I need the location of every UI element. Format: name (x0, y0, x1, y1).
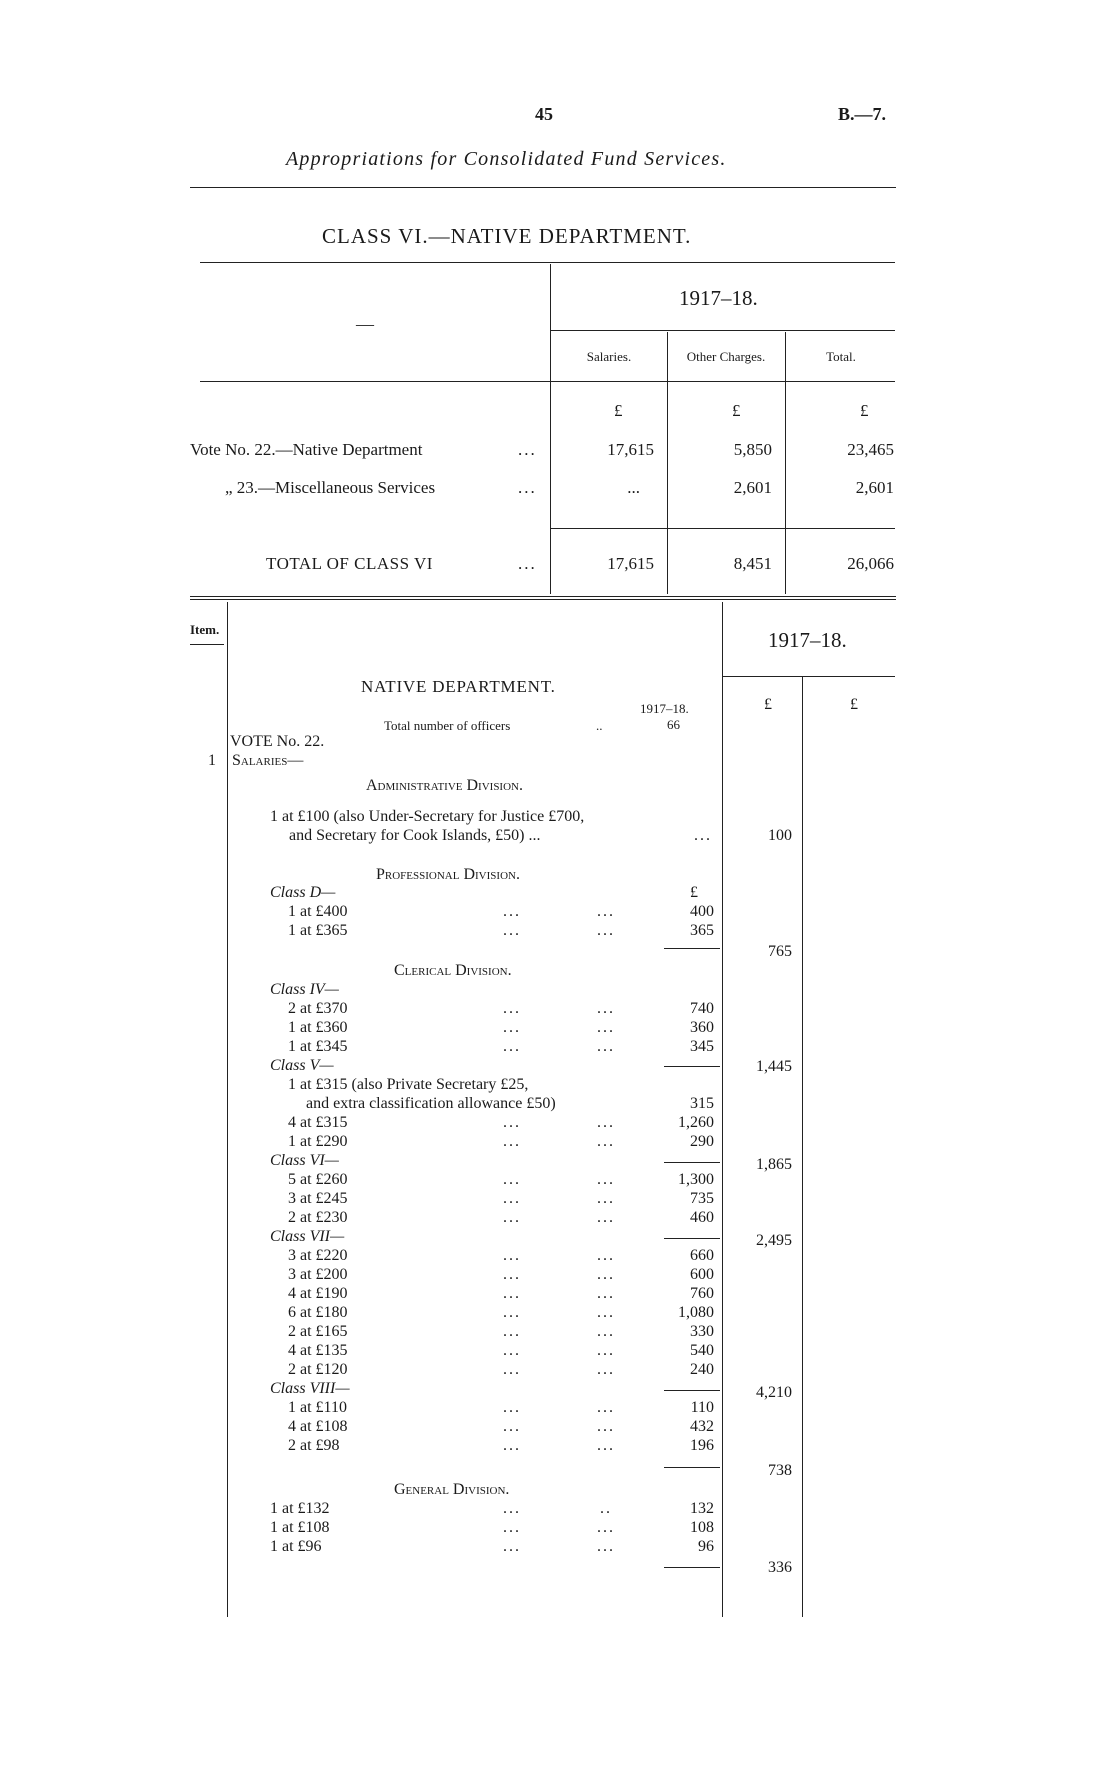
salary-row-label: 4 at £315 (288, 1114, 348, 1131)
class-v-special-line-1: 1 at £315 (also Private Secretary £25, (288, 1076, 529, 1093)
salary-row-amount: 400 (690, 903, 714, 920)
salary-row-label: 3 at £245 (288, 1190, 348, 1207)
detail-year-rule (723, 676, 895, 677)
salary-row-amount: 132 (690, 1500, 714, 1517)
salary-row-label: 3 at £220 (288, 1247, 348, 1264)
salary-row-dots: ... (503, 1500, 521, 1517)
admin-total: 100 (768, 827, 792, 844)
salary-row-dots: ... (597, 1538, 615, 1555)
summary-row-dots: ... (518, 440, 537, 459)
item-column-divider (227, 602, 228, 1617)
salary-row-dots: ... (597, 1247, 615, 1264)
item-header-rule (190, 644, 224, 645)
summary-year-rule (551, 330, 895, 331)
officers-year: 1917–18. (640, 701, 689, 716)
summary-year-heading: 1917–18. (679, 286, 758, 310)
salary-row-dots: ... (597, 903, 615, 920)
salary-row-dots: ... (597, 1171, 615, 1188)
salary-row-amount: 600 (690, 1266, 714, 1283)
salary-row-dots: ... (503, 1342, 521, 1359)
summary-stub-dash: — (356, 314, 374, 334)
salary-row-dots: ... (597, 1361, 615, 1378)
admin-line-2: and Secretary for Cook Islands, £50) ... (289, 827, 541, 844)
detail-pound-col2: £ (850, 696, 858, 713)
salary-row-dots: ... (503, 1437, 521, 1454)
salary-row-amount: 110 (690, 1399, 714, 1416)
summary-pound-other: £ (732, 401, 741, 420)
salary-row-amount: 345 (690, 1038, 714, 1055)
general-total: 336 (768, 1559, 792, 1576)
salary-row-dots: .. (600, 1500, 612, 1517)
salary-row-amount: 330 (690, 1323, 714, 1340)
salary-row-dots: ... (503, 1304, 521, 1321)
salary-row-dots: ... (503, 903, 521, 920)
professional-division-title: Professional Division. (376, 866, 520, 883)
summary-bottom-rule-2 (190, 599, 896, 600)
amount-column-divider (722, 602, 723, 1617)
summary-col-salaries: Salaries. (586, 349, 632, 364)
salary-row-amount: 1,300 (678, 1171, 714, 1188)
salary-row-dots: ... (597, 1266, 615, 1283)
summary-total-dots: ... (518, 554, 537, 573)
class-v-total: 1,865 (756, 1156, 792, 1173)
salary-row-amount: 460 (690, 1209, 714, 1226)
summary-total-label: TOTAL OF CLASS VI (266, 554, 433, 573)
detail-pound-col1: £ (764, 696, 772, 713)
salary-row-label: 4 at £135 (288, 1342, 348, 1359)
clerical-division-title: Clerical Division. (394, 962, 512, 979)
salary-row-amount: 432 (690, 1418, 714, 1435)
salary-row-amount: 740 (690, 1000, 714, 1017)
salary-row-dots: ... (597, 1019, 615, 1036)
salary-row-label: 1 at £400 (288, 903, 348, 920)
general-division-title: General Division. (394, 1481, 510, 1498)
salary-row-label: 1 at £108 (270, 1519, 330, 1536)
salary-row-label: 1 at £96 (270, 1538, 322, 1555)
salary-row-amount: 540 (690, 1342, 714, 1359)
admin-line-1: 1 at £100 (also Under-Secretary for Justice £700, (270, 808, 585, 825)
salary-row-dots: ... (597, 1437, 615, 1454)
salary-row-dots: ... (503, 1019, 521, 1036)
summary-stub-divider (550, 264, 551, 594)
summary-bottom-rule (190, 596, 896, 597)
salary-row-amount: 365 (690, 922, 714, 939)
class-vi-heading: Class VI— (270, 1152, 339, 1169)
summary-row-dots: ... (518, 478, 537, 497)
salary-row-label: 1 at £290 (288, 1133, 348, 1150)
salary-row-amount: 196 (690, 1437, 714, 1454)
salary-row-dots: ... (597, 1519, 615, 1536)
salary-row-amount: 290 (690, 1133, 714, 1150)
salary-row-amount: 660 (690, 1247, 714, 1264)
salary-row-dots: ... (597, 1038, 615, 1055)
salary-row-label: 1 at £345 (288, 1038, 348, 1055)
subtotal-rule (664, 1390, 720, 1391)
class-v-heading: Class V— (270, 1057, 334, 1074)
subtotal-rule (664, 1467, 720, 1468)
salary-row-label: 2 at £120 (288, 1361, 348, 1378)
salary-row-dots: ... (503, 1190, 521, 1207)
class-vii-heading: Class VII— (270, 1228, 345, 1245)
summary-row-other: 5,850 (733, 440, 772, 459)
document-reference: B.—7. (838, 104, 887, 124)
salary-row-dots: ... (503, 1133, 521, 1150)
salary-row-dots: ... (503, 1209, 521, 1226)
salary-row-amount: 1,260 (678, 1114, 714, 1131)
summary-row-total: 2,601 (855, 478, 894, 497)
admin-dots: ... (694, 827, 712, 844)
professional-total: 765 (768, 943, 792, 960)
salary-row-amount: 735 (690, 1190, 714, 1207)
subtotal-rule (664, 1162, 720, 1163)
salary-row-dots: ... (503, 1361, 521, 1378)
class-vii-total: 4,210 (756, 1384, 792, 1401)
summary-total-rule (551, 528, 895, 529)
salary-row-dots: ... (503, 1323, 521, 1340)
salary-row-dots: ... (503, 922, 521, 939)
professional-pound: £ (690, 884, 698, 901)
subtotal-rule (664, 948, 720, 949)
salary-row-dots: ... (503, 1285, 521, 1302)
salary-row-dots: ... (597, 1418, 615, 1435)
salary-row-dots: ... (503, 1538, 521, 1555)
officers-label: Total number of officers (384, 718, 511, 733)
salary-row-label: 2 at £165 (288, 1323, 348, 1340)
salary-row-label: 1 at £365 (288, 922, 348, 939)
class-vi-total: 2,495 (756, 1232, 792, 1249)
salary-row-dots: ... (597, 1190, 615, 1207)
summary-row-salaries: 17,615 (607, 440, 654, 459)
salary-row-dots: ... (597, 1209, 615, 1226)
salary-row-amount: 108 (690, 1519, 714, 1536)
salary-row-label: 5 at £260 (288, 1171, 348, 1188)
summary-total-salaries: 17,615 (607, 554, 654, 573)
class-iv-total: 1,445 (756, 1058, 792, 1075)
summary-row-other: 2,601 (733, 478, 772, 497)
salary-row-dots: ... (503, 1519, 521, 1536)
salary-row-label: 2 at £98 (288, 1437, 340, 1454)
detail-year-heading: 1917–18. (768, 628, 847, 652)
salary-row-dots: ... (597, 1285, 615, 1302)
salary-row-dots: ... (597, 1304, 615, 1321)
officers-dots: .. (596, 718, 603, 733)
salary-row-amount: 760 (690, 1285, 714, 1302)
summary-row-total: 23,465 (847, 440, 894, 459)
salary-row-label: 4 at £190 (288, 1285, 348, 1302)
amount-subcolumn-divider (802, 677, 803, 1617)
salary-row-label: 2 at £230 (288, 1209, 348, 1226)
salary-row-dots: ... (597, 1323, 615, 1340)
summary-row-label: Vote No. 22.—Native Department (190, 440, 423, 459)
salary-row-dots: ... (503, 1114, 521, 1131)
salary-row-label: 1 at £360 (288, 1019, 348, 1036)
class-viii-heading: Class VIII— (270, 1380, 350, 1397)
class-d-heading: Class D— (270, 884, 336, 901)
salary-row-dots: ... (503, 1399, 521, 1416)
salary-row-label: 1 at £132 (270, 1500, 330, 1517)
salary-row-dots: ... (597, 1000, 615, 1017)
salary-row-dots: ... (503, 1247, 521, 1264)
summary-col-divider-1 (667, 332, 668, 594)
class-v-special-line-2: and extra classification allowance £50) (306, 1095, 556, 1112)
summary-col-divider-2 (785, 332, 786, 594)
salary-row-dots: ... (503, 1418, 521, 1435)
summary-row-salaries: ... (627, 478, 640, 497)
salary-row-label: 6 at £180 (288, 1304, 348, 1321)
salary-row-dots: ... (597, 1114, 615, 1131)
salary-row-amount: 360 (690, 1019, 714, 1036)
summary-pound-total: £ (860, 401, 869, 420)
summary-top-rule (200, 262, 895, 263)
summary-head-rule (200, 381, 895, 382)
class-title: CLASS VI.—NATIVE DEPARTMENT. (322, 224, 692, 248)
subtotal-rule (664, 1567, 720, 1568)
salary-row-amount: 240 (690, 1361, 714, 1378)
officers-count: 66 (667, 717, 680, 732)
salary-row-dots: ... (503, 1038, 521, 1055)
page-number: 45 (535, 104, 553, 124)
salary-row-dots: ... (597, 922, 615, 939)
summary-row-label: „ 23.—Miscellaneous Services (225, 478, 436, 497)
subtotal-rule (664, 1066, 720, 1067)
summary-total-other: 8,451 (733, 554, 772, 573)
summary-total-total: 26,066 (847, 554, 894, 573)
salary-row-dots: ... (597, 1399, 615, 1416)
salary-row-dots: ... (503, 1171, 521, 1188)
department-title: NATIVE DEPARTMENT. (361, 677, 556, 696)
salary-row-label: 3 at £200 (288, 1266, 348, 1283)
class-v-special-amount: 315 (690, 1095, 714, 1112)
salary-row-label: 4 at £108 (288, 1418, 348, 1435)
salary-row-amount: 96 (698, 1538, 714, 1555)
salary-row-label: 1 at £110 (288, 1399, 347, 1416)
summary-col-other-charges: Other Charges. (686, 349, 766, 364)
salary-row-amount: 1,080 (678, 1304, 714, 1321)
administrative-division-title: Administrative Division. (366, 777, 523, 794)
salary-row-dots: ... (597, 1342, 615, 1359)
page-subtitle: Appropriations for Consolidated Fund Services. (286, 148, 727, 170)
class-iv-heading: Class IV— (270, 981, 339, 998)
item-column-header: Item. (190, 622, 220, 637)
salary-row-dots: ... (503, 1266, 521, 1283)
summary-pound-salaries: £ (614, 401, 623, 420)
vote-heading: VOTE No. 22. (230, 733, 325, 750)
salary-row-dots: ... (503, 1000, 521, 1017)
summary-col-total: Total. (826, 349, 856, 364)
salary-row-label: 2 at £370 (288, 1000, 348, 1017)
class-viii-total: 738 (768, 1462, 792, 1479)
salaries-heading: Salaries— (232, 752, 304, 769)
subtotal-rule (664, 1238, 720, 1239)
item-number: 1 (208, 752, 216, 769)
header-rule (190, 187, 896, 188)
salary-row-dots: ... (597, 1133, 615, 1150)
